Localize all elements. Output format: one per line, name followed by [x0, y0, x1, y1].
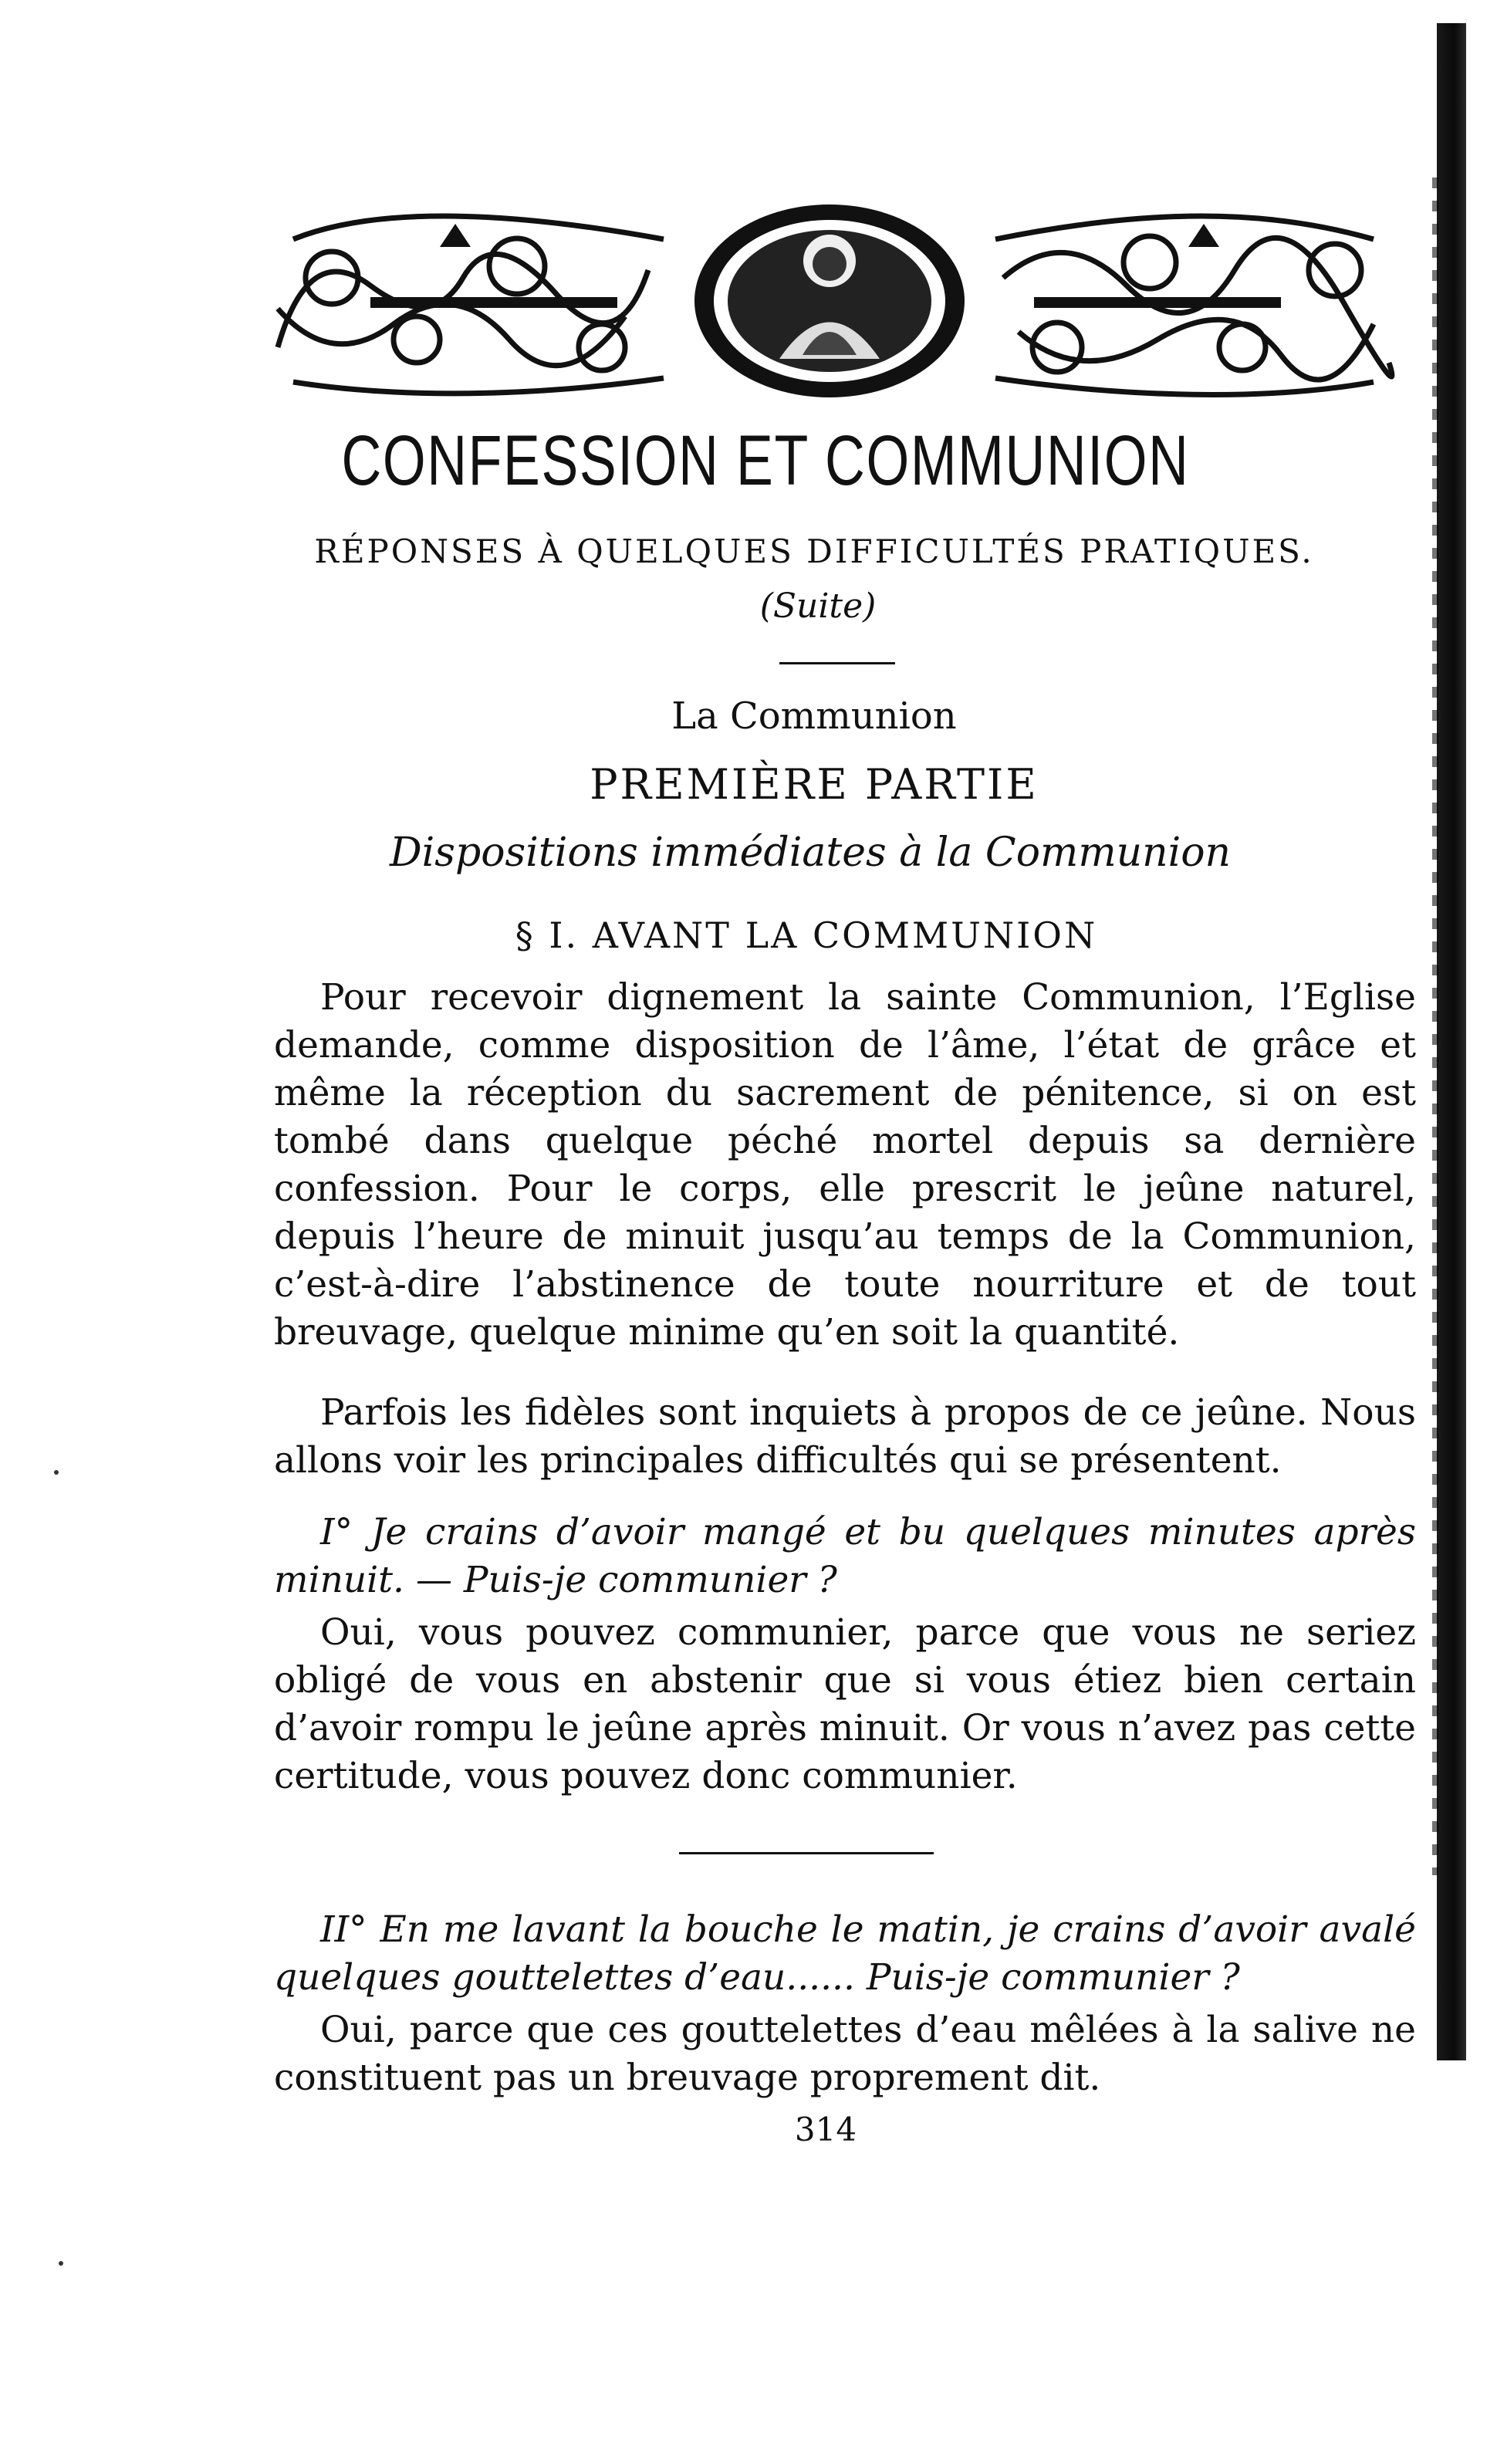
title-divider — [779, 662, 895, 664]
part-subtitle: Dispositions immédiates à la Communion — [389, 830, 1232, 876]
page-title: CONFESSION ET COMMUNION — [341, 421, 1190, 500]
page-subtitle: RÉPONSES À QUELQUES DIFFICULTÉS PRATIQUES. — [314, 532, 1314, 570]
question-2: II° En me lavant la bouche le matin, je crains d’avoir avalé quelques gouttelettes d’eau...... Puis-je communier ? — [274, 1908, 1416, 1999]
question-divider — [679, 1852, 934, 1854]
continuation-note: (Suite) — [759, 586, 877, 626]
scan-speck — [59, 2261, 63, 2266]
answer-2: Oui, parce que ces gouttelettes d’eau mêlées à la salive ne constituent pas un breuvage proprement dit. — [274, 2009, 1416, 2099]
section-title: La Communion — [671, 695, 957, 738]
ornamental-banner-image — [262, 193, 1397, 401]
intro-paragraph-1: Pour recevoir dignement la sainte Communion, l’Eglise demande, comme disposition de l’âme, l’état de grâce et même la réception du sacrement de pénitence, si on est tombé dans quelque péché mortel depuis sa dernière confession. Pour le corps, elle prescrit le jeûne naturel, depuis l’heure de minuit jusqu’au temps de la Communion, c’est-à-dire l’abstinence de toute nourriture et de tout breuvage, quelque minime qu’en soit la quantité. — [274, 976, 1416, 1354]
intro-paragraph-2: Parfois les fidèles sont inquiets à propos de ce jeûne. Nous allons voir les principales difficultés qui se présentent. — [274, 1391, 1416, 1482]
question-1: I° Je crains d’avoir mangé et bu quelques minutes après minuit. — Puis-je communier ? — [274, 1511, 1416, 1601]
answer-1: Oui, vous pouvez communier, parce que vous ne seriez obligé de vous en abstenir que si vous étiez bien certain d’avoir rompu le jeûne après minuit. Or vous n’avez pas cette certitude, vous pouvez donc communier. — [274, 1611, 1416, 1797]
page-number: 314 — [794, 2111, 857, 2148]
paragraph-heading: § I. AVANT LA COMMUNION — [515, 914, 1098, 956]
ornament-svg — [262, 193, 1397, 401]
scan-edge-shadow — [1437, 23, 1466, 2060]
part-title: PREMIÈRE PARTIE — [590, 760, 1039, 809]
scan-speck — [54, 1470, 59, 1475]
